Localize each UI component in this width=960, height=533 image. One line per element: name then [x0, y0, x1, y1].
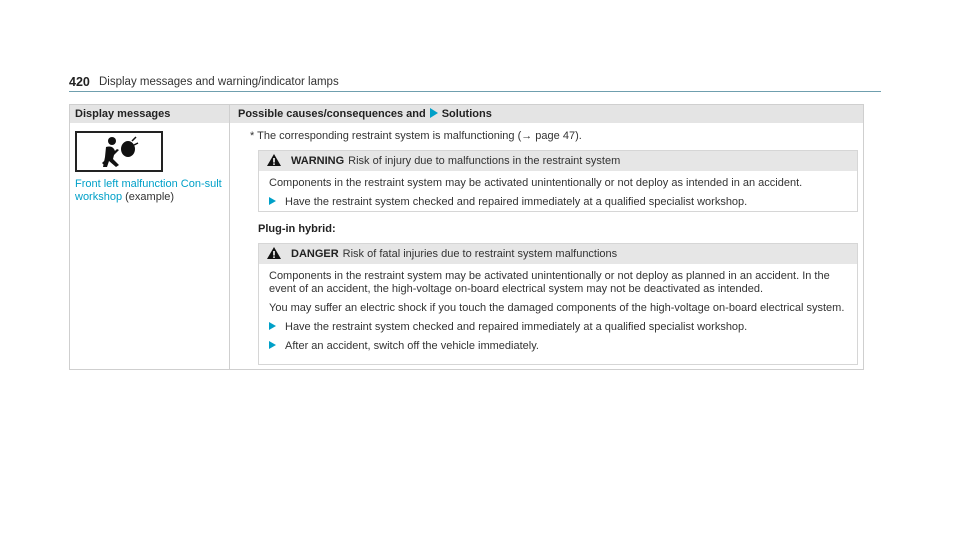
page-header — [69, 75, 881, 92]
page-number: 420 — [69, 75, 90, 89]
danger-step-2 — [269, 340, 847, 353]
step-arrow-icon — [269, 197, 276, 205]
plugin-hybrid-heading: Plug-in hybrid: — [258, 223, 336, 235]
step-arrow-icon — [269, 341, 276, 349]
danger-step-2-text: After an accident, switch off the vehicle immediately. — [285, 340, 539, 352]
message-link[interactable]: Front left malfunction Con-sult workshop — [75, 178, 222, 203]
column-header-display-messages: Display messages — [70, 105, 229, 123]
warning-text: Components in the restraint system may be activated unintentionally or not deploy as intended in an accident. — [269, 177, 803, 189]
causes-header-text: Possible causes/consequences and — [238, 108, 426, 120]
danger-step-1 — [269, 321, 847, 334]
danger-header — [259, 244, 857, 264]
airbag-warning-symbol — [75, 131, 163, 172]
warning-label: WARNING — [291, 155, 345, 167]
danger-triangle-icon — [267, 247, 281, 259]
warning-title: Risk of injury due to malfunctions in the restraint system — [348, 155, 621, 167]
page-title: Display messages and warning/indicator lamps — [99, 76, 339, 88]
danger-title: Risk of fatal injuries due to restraint system malfunctions — [342, 248, 618, 260]
step-arrow-icon — [269, 322, 276, 330]
display-message — [75, 178, 227, 204]
airbag-icon — [77, 133, 161, 170]
column-divider — [229, 105, 230, 369]
solutions-header-text: Solutions — [441, 108, 492, 120]
warning-triangle-icon — [267, 154, 281, 166]
danger-step-1-text: Have the restraint system checked and repaired immediately at a qualified specialist workshop. — [285, 321, 748, 333]
warning-notice — [258, 150, 858, 212]
danger-text-2: You may suffer an electric shock if you touch the damaged components of the high-voltage on-board electrical system. — [269, 302, 845, 314]
danger-label: DANGER — [291, 248, 339, 260]
column-header-causes — [230, 105, 863, 123]
danger-notice — [258, 243, 858, 365]
danger-body — [259, 264, 857, 365]
warning-body — [259, 171, 857, 221]
play-arrow-icon — [430, 108, 438, 118]
danger-text-1: Components in the restraint system may be activated unintentionally or not deploy as planned in an accident. In the event of an accident, the high-voltage on-board electrical system may not be deactivated as intended. — [269, 270, 830, 295]
warning-step-text: Have the restraint system checked and repaired immediately at a qualified specialist workshop. — [285, 196, 748, 208]
warning-step — [269, 196, 847, 209]
warning-header — [259, 151, 857, 171]
footnote: * The corresponding restraint system is malfunctioning (→ page 47). — [250, 130, 582, 142]
message-suffix: (example) — [125, 191, 175, 203]
display-messages-table — [69, 104, 864, 370]
